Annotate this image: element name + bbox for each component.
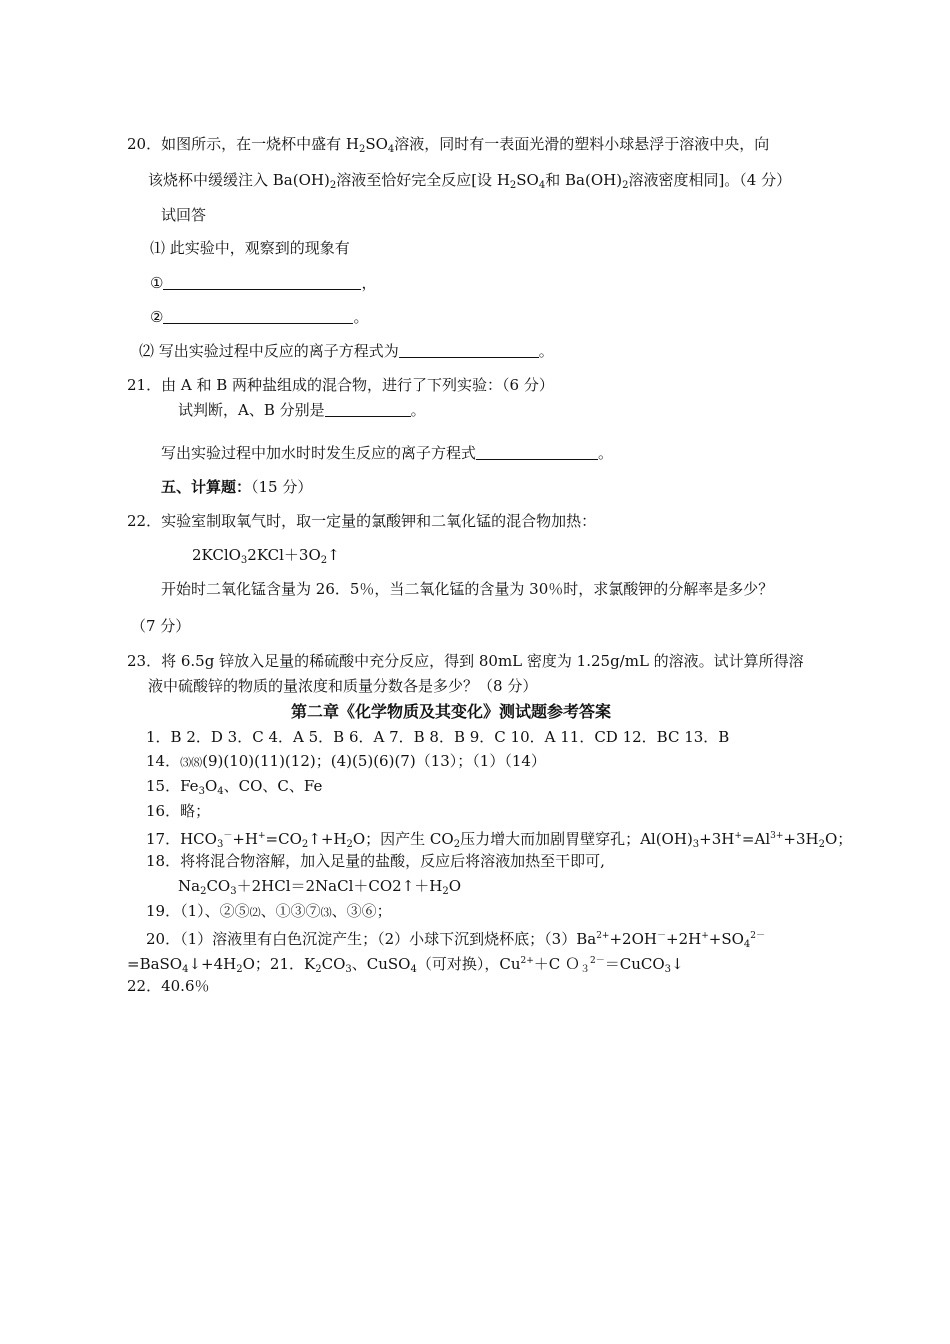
answers-17: 17．$HCO_3^-+H^+=CO_2↑+H_2O$；因产生 $CO_2$压力增大而加剧胃壁穿孔；$Al(OH)_3+3H^+=Al^{3+}+3H_2O$； <box>146 830 853 850</box>
q20-item1: ① ， <box>150 274 377 292</box>
q23-line1: 23．将 6.5g 锌放入足量的稀硫酸中充分反应，得到 80mL 密度为 1.25g/mL 的溶液。试计算所得溶 <box>127 652 804 670</box>
q20-line1: 20．如图所示，在一烧杯中盛有 $H_2SO_4$溶液，同时有一表面光滑的塑料小球悬浮于溶液中央，向 <box>127 135 770 155</box>
q22-score: （7 分） <box>131 617 191 635</box>
q22-equation: $2KClO_32KCl+3O_2↑$ <box>192 546 340 566</box>
answers-title: 第二章《化学物质及其变化》测试题参考答案 <box>291 702 612 721</box>
q22-number: 22． <box>127 512 162 530</box>
answers-1-13: 1．B 2．D 3．C 4．A 5．B 6．A 7．B 8．B 9．C 10．A 11．CD 12．BC 13．B <box>146 728 730 746</box>
answers-22: 22．40.6％ <box>127 977 210 995</box>
q23-line2: 液中硫酸锌的物质的量浓度和质量分数各是多少？（8 分） <box>148 677 538 695</box>
section5-title: 五、计算题：（15 分） <box>161 478 313 496</box>
q21-number: 21． <box>127 376 162 394</box>
q21-line2: 试判断，A、B 分别是 。 <box>178 401 426 419</box>
q21-line3: 写出实验过程中加水时时发生反应的离子方程式 。 <box>161 444 614 462</box>
q21-equation-answer-blank[interactable] <box>476 445 598 460</box>
q20-part2: ⑵ 写出实验过程中反应的离子方程式为 。 <box>139 342 554 360</box>
q20-number: 20． <box>127 135 162 153</box>
q20-try-answer: 试回答 <box>161 206 207 224</box>
answers-18-line1: 18．将将混合物溶解，加入足量的盐酸，反应后将溶液加热至干即可, <box>146 852 605 870</box>
answers-18-equation: $Na_2CO_3+2HCl=2NaCl+CO2↑+H_2O$ <box>178 877 462 897</box>
q23-number: 23． <box>127 652 162 670</box>
q20-item2: ② 。 <box>150 308 369 326</box>
q22-line3: 开始时二氧化锰含量为 26．5％，当二氧化锰的含量为 30％时，求氯酸钾的分解率是多少？ <box>161 580 774 598</box>
answers-19: 19．（1）、②⑤⑵、①③⑦⑶、③⑥； <box>146 902 392 920</box>
q22-line1: 22．实验室制取氧气时，取一定量的氯酸钾和二氧化锰的混合物加热： <box>127 512 597 530</box>
answers-14: 14．⑶⑻(9)(10)(11)(12)；(4)(5)(6)(7)（13）；（1）（14） <box>146 752 546 770</box>
q21-line1: 21．由 A 和 B 两种盐组成的混合物，进行了下列实验：（6 分） <box>127 376 554 394</box>
q20-part1: ⑴ 此实验中，观察到的现象有 <box>150 239 350 257</box>
answers-20: 20．（1）溶液里有白色沉淀产生；（2）小球下沉到烧杯底；$(3)Ba^{2+}+2OH^-+2H^++SO_4^{2-}$ <box>146 930 766 950</box>
answers-16: 16．略； <box>146 802 211 820</box>
answers-20-21: $=BaSO_4↓+4H_2O$；21．$K_2CO_3$、CuSO$_4$（可对换），$Cu^{2+}+C$ Ｏ$_3^{2-}$＝CuCO$_3$↓ <box>127 955 684 975</box>
q20-item1-answer-blank[interactable] <box>163 275 361 290</box>
answers-15: 15．$Fe_3O_4$、CO、C、Fe <box>146 777 323 797</box>
q21-ab-answer-blank[interactable] <box>325 402 411 417</box>
q20-line2: 该烧杯中缓缓注入 $Ba(OH)_2$溶液至恰好完全反应[设 $H_2SO_4$和 $Ba(OH)_2$溶液密度相同]。（4 分） <box>148 171 792 191</box>
q20-item2-answer-blank[interactable] <box>163 309 353 324</box>
q20-part2-answer-blank[interactable] <box>399 343 539 358</box>
